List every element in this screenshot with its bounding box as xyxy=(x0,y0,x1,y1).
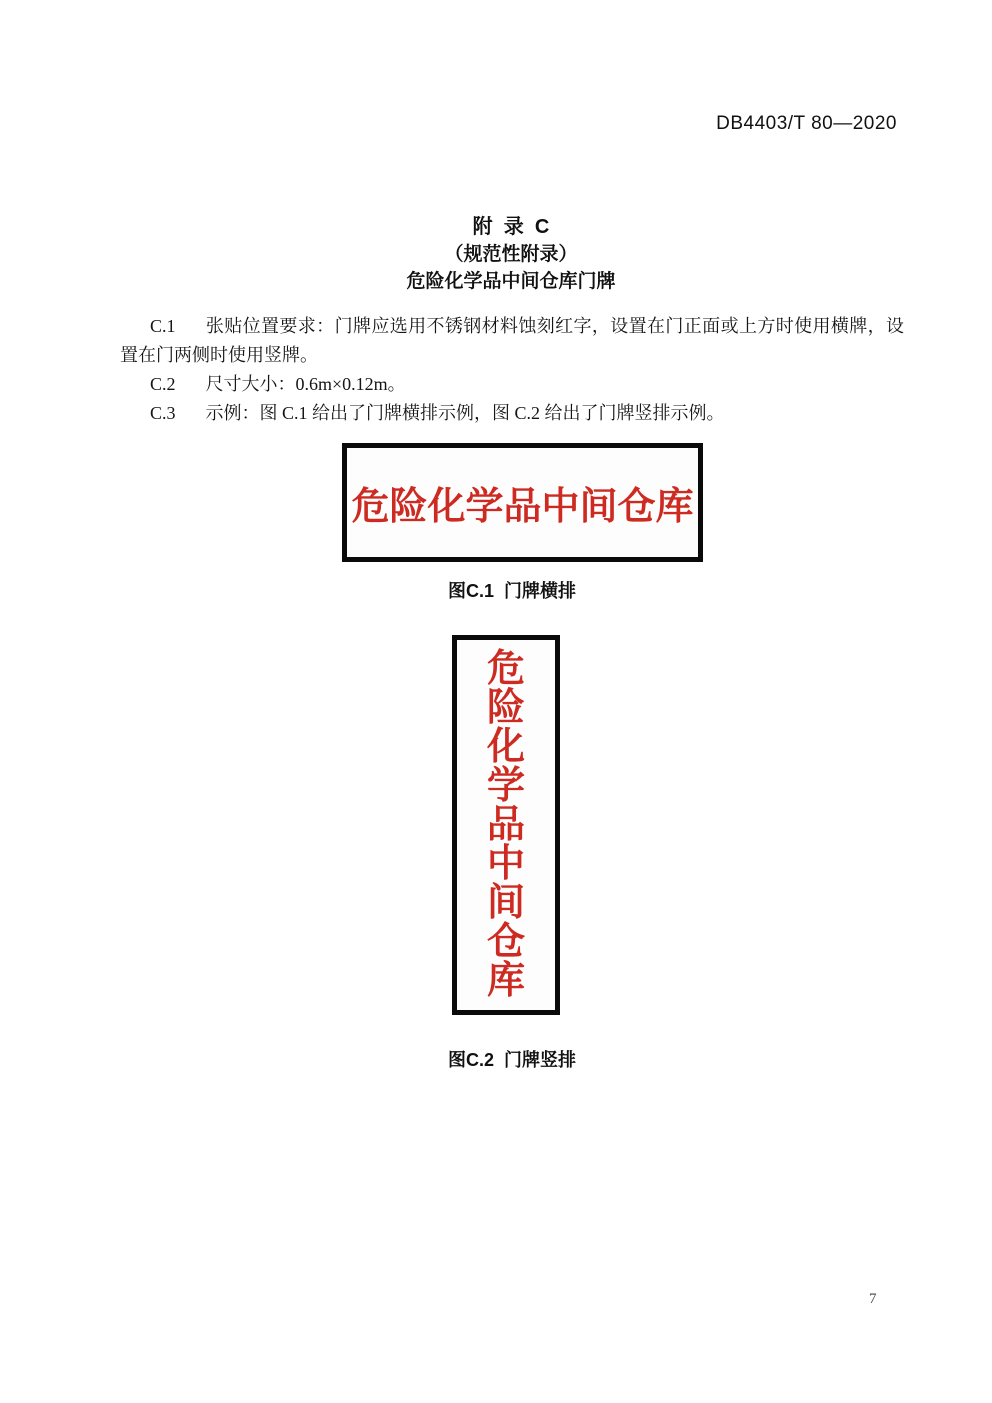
clause-c1-number: C.1 xyxy=(150,316,176,336)
page-number: 7 xyxy=(869,1291,877,1307)
appendix-title-block xyxy=(0,213,992,295)
clause-c2-text: 尺寸大小：0.6m×0.12m。 xyxy=(205,374,406,394)
appendix-name: 危险化学品中间仓库门牌 xyxy=(406,271,616,292)
clause-list xyxy=(120,312,904,428)
figure-horizontal-door-sign xyxy=(342,443,703,562)
appendix-subtitle: （规范性附录） xyxy=(444,244,578,265)
clause-c1-text: 张贴位置要求：门牌应选用不锈钢材料蚀刻红字，设置在门正面或上方时使用横牌，设置在门两侧时使用竖牌。 xyxy=(120,316,904,365)
clause-c3-text: 示例：图 C.1 给出了门牌横排示例，图 C.2 给出了门牌竖排示例。 xyxy=(205,403,725,423)
clause-c1 xyxy=(120,312,904,370)
appendix-title: 附 录 C xyxy=(472,216,550,238)
figure-vertical-door-sign xyxy=(452,635,560,1015)
standard-code-header: DB4403/T 80—2020 xyxy=(716,113,897,134)
clause-c2 xyxy=(120,370,904,399)
horizontal-sign-text: 危险化学品中间仓库 xyxy=(351,486,694,528)
clause-c3-number: C.3 xyxy=(150,403,176,423)
clause-c3 xyxy=(120,399,904,428)
figure-c1-caption: 图C.1 门牌横排 xyxy=(447,581,576,601)
figure-c2-caption: 图C.2 门牌竖排 xyxy=(447,1050,576,1070)
vertical-sign-text: 危险化学品中间仓库 xyxy=(487,647,526,1002)
clause-c2-number: C.2 xyxy=(150,374,176,394)
